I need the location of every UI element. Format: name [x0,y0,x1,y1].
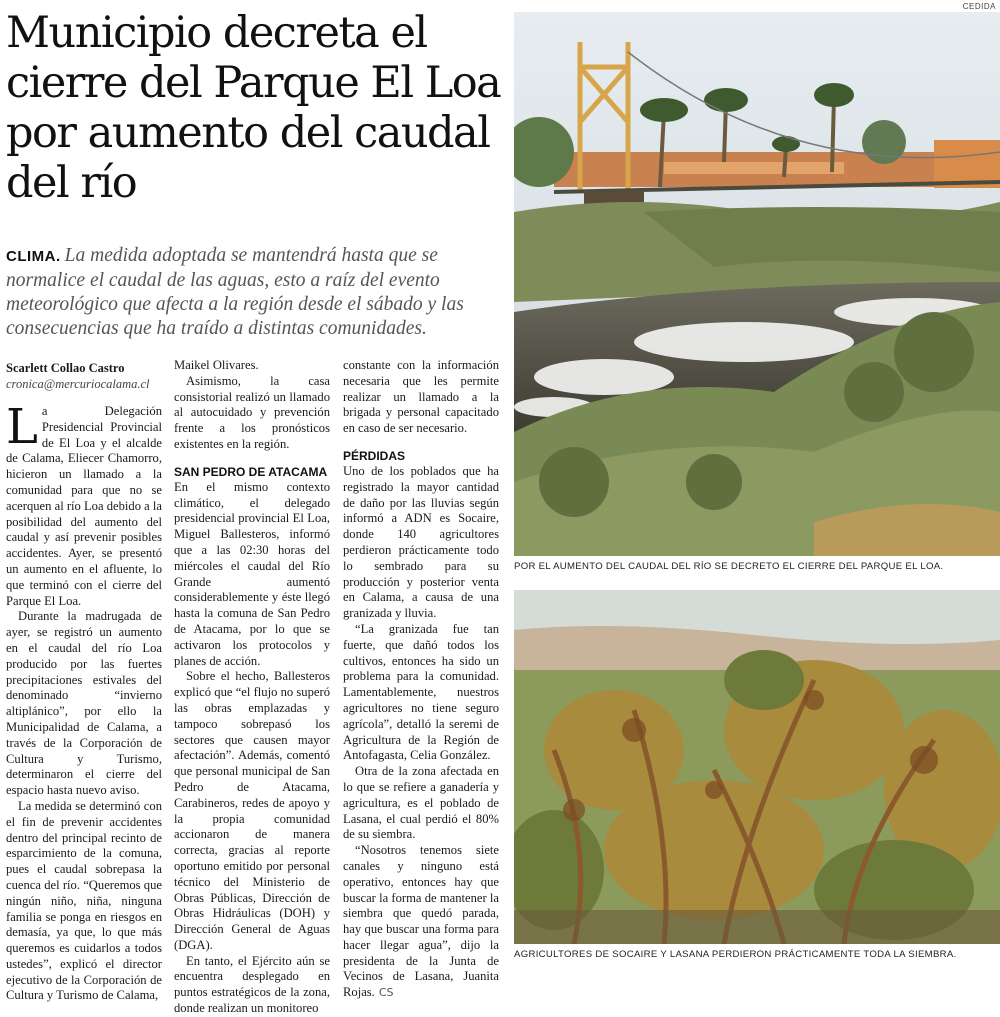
paragraph-9: constante con la información necesaria que les permite realizar un llamado a la brigada y personal capacitado en caso de ser necesario. [343,358,499,436]
lede [6,244,498,341]
crops-photo-illustration [514,590,1000,944]
paragraph-4: Maikel Olivares. [174,358,259,372]
photo-credit: CEDIDA [962,2,996,11]
river-photo [514,12,1000,556]
byline [6,360,166,392]
crops-photo [514,590,1000,944]
river-photo-illustration [514,12,1000,556]
paragraph-8: En tanto, el Ejército aún se encuentra desplegado en puntos estratégicos de la zona, donde realizan un monitoreo [174,953,330,1016]
lede-kicker: CLIMA. [6,248,61,265]
subhead-san-pedro: SAN PEDRO DE ATACAMA [174,464,328,479]
paragraph-3: La medida se determinó con el fin de prevenir accidentes dentro del principal recinto de esparcimiento de la comuna, pues el caudal sobrepasa la cuenca del río. “Queremos que ningún niño, niña, ninguna familia se ponga en riesgos en demasía, ya que, lo que más queremos es cuidarlos a todos ustedes”, explicó el director ejecutivo de la Corporación de Cultura y Turismo de Calama, [6,798,162,1003]
paragraph-2: Durante la madrugada de ayer, se registró un aumento en el caudal del río Loa producido por las fuertes precipitaciones estivales del denominado “invierno altiplánico”, por ello la Municipalidad de Calama, a través de la Corporación de Cultura y Turismo, determinaron el cierre del espacio hasta nuevo aviso. [6,609,162,798]
paragraph-1-text: a Delegación Presidencial Provincial de El Loa y el alcalde de Calama, Eliecer Chamorro, hicieron un llamado a la comunidad para que no se acerquen al río Loa debido a la posibilidad del aumento del caudal y así prevenir posibles accidentes. Ayer, se presentó un aumento en el afluente, lo que terminó con el cierre del Parque El Loa. [6,404,162,608]
paragraph-1 [6,399,162,609]
paragraph-13-text: “Nosotros tenemos siete canales y ninguno está operativo, entonces hay que buscar la forma de mantener la siembra que quedó parada, hay que buscar una forma para hacer llegar agua”, dijo la presidenta de la Junta de Vecinos de Lasana, Juanita Rojas. [343,843,499,1000]
article-column-1 [6,399,162,1004]
subhead-perdidas: PÉRDIDAS [343,448,406,463]
paragraph-5: Asimismo, la casa consistorial realizó un llamado al autocuidado y prevención frente a los pronósticos existentes en la región. [174,373,330,451]
caption-crops-photo: AGRICULTORES DE SOCAIRE Y LASANA PERDIERON PRÁCTICAMENTE TODA LA SIEMBRA. [514,949,957,960]
headline: Municipio decreta el cierre del Parque El Loa por aumento del caudal del río [6,8,501,208]
end-mark: CS [378,986,394,1000]
article-column-2 [174,358,330,1017]
paragraph-6: En el mismo contexto climático, el delegado presidencial provincial El Loa, Miguel Ballesteros, informó que a las 02:30 horas del miércoles el caudal del Río Grande aumentó considerablemente y éste llegó hasta la comuna de San Pedro de Atacama, por lo que se activaron los protocolos y planes de acción. [174,479,330,668]
paragraph-10: Uno de los poblados que ha registrado la mayor cantidad de daño por las lluvias según informó a ADN es Socaire, donde 140 agricultores perdieron prácticamente todo lo sembrado para su producción y posterior venta en Calama, a causa de una granizada y lluvia. [343,463,499,621]
byline-email: cronica@mercuriocalama.cl [6,377,150,391]
paragraph-13 [343,843,499,1001]
byline-author: Scarlett Collao Castro [6,361,125,375]
paragraph-11: “La granizada fue tan fuerte, que dañó todos los cultivos, entonces ha sido un problema para la comunidad. Lamentablemente, nuestros agricultores no tiene seguro agrícola”, detalló la seremi de Agricultura de la Región de Antofagasta, Celia González. [343,621,499,763]
paragraph-7: Sobre el hecho, Ballesteros explicó que “el flujo no superó las obras emplazadas y tampoco sobrepasó los sectores que causen mayor afectación”. Además, comentó que personal municipal de San Pedro de Atacama, Carabineros, redes de apoyo y la propia comunidad accionaron de manera correcta, gracias al reporte oportuno emitido por personal técnico del Ministerio de Obras Públicas, Dirección de Obras Hidráulicas (DOH) y Dirección General de Aguas (DGA). [174,669,330,952]
paragraph-12: Otra de la zona afectada en lo que se refiere a ganadería y agricultura, es el poblado de Lasana, el cual perdió el 80% de su siembra. [343,764,499,842]
dropcap: L [6,399,38,455]
article-column-3 [343,358,499,1001]
caption-river-photo: POR EL AUMENTO DEL CAUDAL DEL RÍO SE DECRETO EL CIERRE DEL PARQUE EL LOA. [514,561,944,572]
lede-text: La medida adoptada se mantendrá hasta que se normalice el caudal de las aguas, esto a raíz del evento meteorológico que afecta a la región desde el sábado y las consecuencias que ha traído a distintas comunidades. [6,245,464,339]
